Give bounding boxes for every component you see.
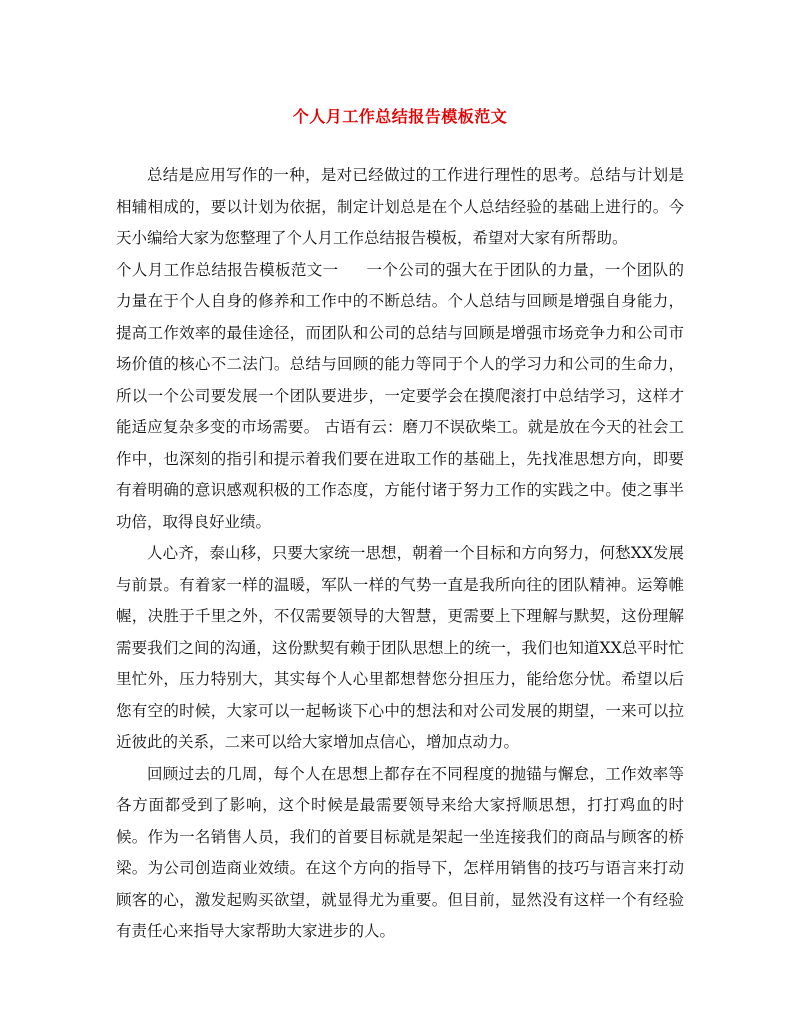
section-lead-paragraph: 一个公司的强大在于团队的力量，一个团队的力量在于个人自身的修养和工作中的不断总结。个人总结与回顾是增强自身能力，提高工作效率的最佳途径，而团队和公司的总结与回顾是增强市场竞争力和公司市场价值的核心不二法门。总结与回顾的能力等同于个人的学习力和公司的生命力，所以一个公司要发展一个团队要进步，一定要学会在摸爬滚打中总结学习，这样才能适应复杂多变的市场需要。 古语有云：磨刀不误砍柴工。就是放在今天的社会工作中，也深刻的指引和提示着我们要在进取工作的基础上，先找准思想方向，即要有着明确的意识感观积极的工作态度，方能付诸于努力工作的实践之中。使之事半功倍，取得良好业绩。: [116, 260, 684, 531]
body-paragraph-2: 人心齐，泰山移，只要大家统一思想，朝着一个目标和方向努力，何愁XX发展与前景。有着家一样的温暖，军队一样的气势一直是我所向往的团队精神。运筹帷幄，决胜于千里之外，不仅需要领导的大智慧，更需要上下理解与默契，这份理解需要我们之间的沟通，这份默契有赖于团队思想上的统一，我们也知道XX总平时忙里忙外，压力特别大，其实每个人心里都想替您分担压力，能给您分忧。希望以后您有空的时候，大家可以一起畅谈下心中的想法和对公司发展的期望，一来可以拉近彼此的关系，二来可以给大家增加点信心，增加点动力。: [116, 544, 684, 751]
body-paragraph-3: 回顾过去的几周，每个人在思想上都存在不同程度的抛锚与懈怠，工作效率等各方面都受到了影响，这个时候是最需要领导来给大家捋顺思想，打打鸡血的时候。作为一名销售人员，我们的首要目标就是架起一坐连接我们的商品与顾客的桥梁。为公司创造商业效绩。在这个方向的指导下，怎样用销售的技巧与语言来打动顾客的心，激发起购买欲望，就显得尤为重要。但目前，显然没有这样一个有经验有责任心来指导大家帮助大家进步的人。: [116, 764, 684, 940]
document-title: 个人月工作总结报告模板范文: [292, 107, 508, 126]
section-block: [116, 255, 684, 539]
section-heading: 个人月工作总结报告模板范文一: [116, 260, 339, 279]
intro-paragraph: 总结是应用写作的一种，是对已经做过的工作进行理性的思考。总结与计划是相辅相成的，要以计划为依据，制定计划总是在个人总结经验的基础上进行的。今天小编给大家为您整理了个人月工作总结报告模板，希望对大家有所帮助。: [116, 166, 684, 247]
document-body: [116, 160, 684, 948]
